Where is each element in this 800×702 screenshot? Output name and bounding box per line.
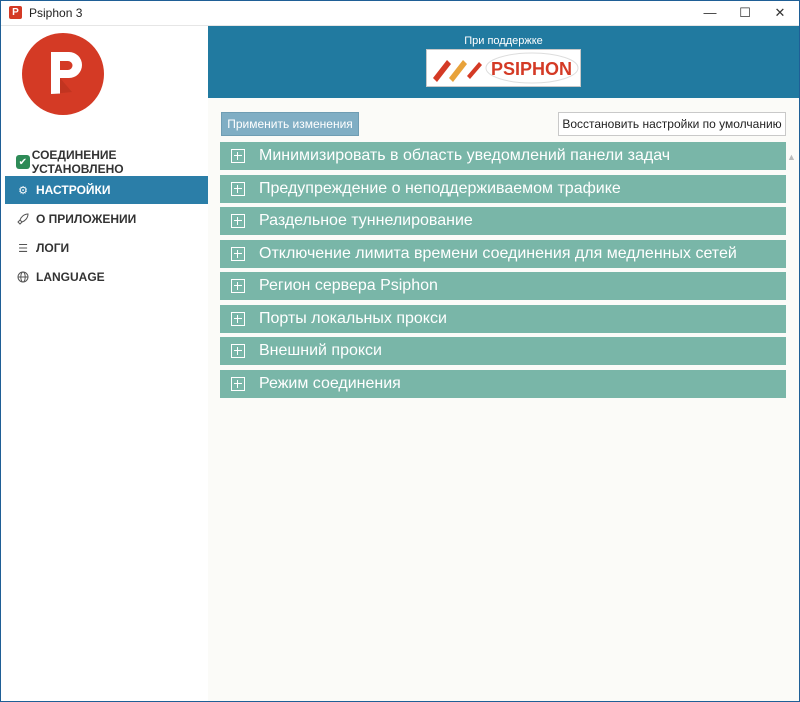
sidebar-item-about[interactable] bbox=[5, 205, 208, 233]
expand-icon bbox=[231, 312, 245, 326]
sidebar-item-connection[interactable] bbox=[5, 148, 208, 176]
section-label: Минимизировать в область уведомлений панели задач bbox=[259, 147, 671, 164]
minimize-button[interactable]: — bbox=[703, 5, 717, 20]
expand-icon bbox=[231, 149, 245, 163]
sidebar-item-label: СОЕДИНЕНИЕ УСТАНОВЛЕНО bbox=[31, 148, 124, 176]
sponsor-banner bbox=[208, 26, 799, 98]
section-local-proxy-ports[interactable] bbox=[220, 305, 786, 333]
gear-icon: ⚙ bbox=[18, 184, 28, 197]
sponsor-logo[interactable] bbox=[426, 49, 581, 87]
sponsor-caption: При поддержке bbox=[464, 35, 543, 47]
window-title: Psiphon 3 bbox=[29, 6, 83, 20]
section-minimize-to-tray[interactable] bbox=[220, 142, 786, 170]
settings-panel bbox=[208, 98, 799, 701]
expand-icon bbox=[231, 377, 245, 391]
section-label: Внешний прокси bbox=[259, 342, 382, 359]
section-label: Раздельное туннелирование bbox=[259, 212, 473, 229]
section-label: Предупреждение о неподдерживаемом трафике bbox=[259, 180, 621, 197]
sidebar-item-settings[interactable] bbox=[5, 176, 208, 204]
sidebar bbox=[5, 26, 208, 701]
sidebar-item-label: LANGUAGE bbox=[36, 270, 105, 284]
section-server-region[interactable] bbox=[220, 272, 786, 300]
section-label: Регион сервера Psiphon bbox=[259, 277, 438, 294]
globe-icon bbox=[16, 270, 30, 284]
list-icon: ☰ bbox=[18, 242, 28, 255]
section-upstream-proxy[interactable] bbox=[220, 337, 786, 365]
expand-icon bbox=[231, 214, 245, 228]
sponsor-logo-text: PSIPHON bbox=[491, 59, 573, 79]
reset-defaults-button[interactable]: Восстановить настройки по умолчанию bbox=[558, 112, 786, 136]
close-button[interactable]: ✕ bbox=[774, 5, 786, 20]
scroll-up-icon[interactable]: ▲ bbox=[787, 152, 796, 162]
section-split-tunnel[interactable] bbox=[220, 207, 786, 235]
section-unsupported-traffic[interactable] bbox=[220, 175, 786, 203]
apply-changes-button[interactable]: Применить изменения bbox=[221, 112, 359, 136]
sidebar-item-label: О ПРИЛОЖЕНИИ bbox=[36, 212, 137, 226]
sidebar-item-label: ЛОГИ bbox=[36, 241, 70, 255]
check-icon: ✔ bbox=[16, 155, 30, 169]
expand-icon bbox=[231, 279, 245, 293]
section-connection-mode[interactable] bbox=[220, 370, 786, 398]
section-label: Отключение лимита времени соединения для медленных сетей bbox=[259, 245, 737, 262]
title-bar[interactable] bbox=[1, 1, 799, 26]
section-label: Порты локальных прокси bbox=[259, 310, 447, 327]
section-disable-timeout[interactable] bbox=[220, 240, 786, 268]
sponsor-logo-art bbox=[427, 50, 580, 86]
sidebar-item-logs[interactable] bbox=[5, 234, 208, 262]
expand-icon bbox=[231, 344, 245, 358]
expand-icon bbox=[231, 182, 245, 196]
app-icon: P bbox=[9, 6, 22, 19]
psiphon-logo bbox=[21, 32, 105, 116]
sidebar-item-label: НАСТРОЙКИ bbox=[36, 183, 111, 197]
rocket-icon bbox=[16, 212, 30, 226]
expand-icon bbox=[231, 247, 245, 261]
sidebar-item-language[interactable] bbox=[5, 263, 208, 291]
maximize-button[interactable]: ☐ bbox=[739, 5, 751, 20]
section-label: Режим соединения bbox=[259, 375, 401, 392]
